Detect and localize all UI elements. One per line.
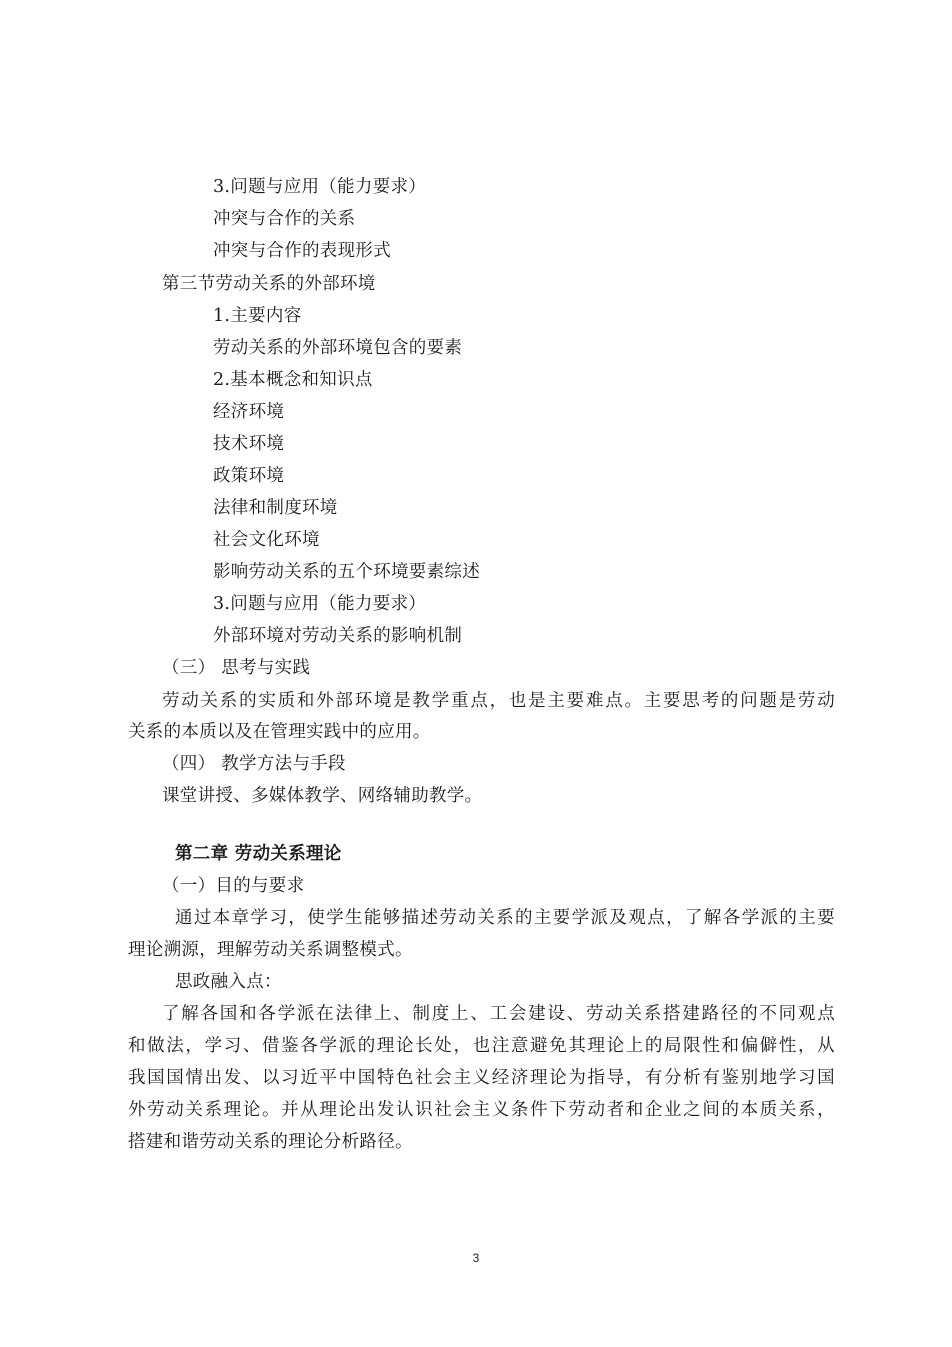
list-item: 政策环境 [213,466,285,486]
page-number: 3 [472,1251,480,1265]
chapter-heading: 第二章 劳动关系理论 [175,844,342,864]
section-heading: 第三节劳动关系的外部环境 [162,274,376,294]
paragraph-line: 关系的本质以及在管理实践中的应用。 [128,722,431,742]
subsection-heading-problems: 3.问题与应用（能力要求） [213,594,427,614]
paragraph-line: 了解各国和各学派在法律上、制度上、工会建设、劳动关系搭建路径的不同观点 [162,1004,835,1024]
subsection-heading-main-content: 1.主要内容 [213,306,302,326]
subsection-heading-practice: （三） 思考与实践 [162,658,311,678]
subsection-heading-problems: 3.问题与应用（能力要求） [213,177,427,197]
subsection-heading-concepts: 2.基本概念和知识点 [213,370,373,390]
paragraph-line: 课堂讲授、多媒体教学、网络辅助教学。 [162,786,483,806]
list-item: 冲突与合作的关系 [213,209,356,229]
paragraph-line: 劳动关系的实质和外部环境是教学重点，也是主要难点。主要思考的问题是劳动 [162,691,835,711]
paragraph-line: 外劳动关系理论。并从理论出发认识社会主义条件下劳动者和企业之间的本质关系， [128,1100,835,1120]
list-item: 劳动关系的外部环境包含的要素 [213,338,463,358]
subsection-heading-methods: （四） 教学方法与手段 [162,754,346,774]
list-item: 影响劳动关系的五个环境要素综述 [213,562,480,582]
paragraph-line: 搭建和谐劳动关系的理论分析路径。 [128,1132,413,1152]
list-item: 社会文化环境 [213,530,320,550]
list-item: 外部环境对劳动关系的影响机制 [213,626,463,646]
list-item: 经济环境 [213,402,285,422]
paragraph-line: 和做法，学习、借鉴各学派的理论长处，也注意避免其理论上的局限性和偏僻性，从 [128,1036,835,1056]
paragraph-line: 我国国情出发、以习近平中国特色社会主义经济理论为指导，有分析有鉴别地学习国 [128,1068,835,1088]
paragraph-line: 通过本章学习，使学生能够描述劳动关系的主要学派及观点，了解各学派的主要 [175,908,835,928]
paragraph-label: 思政融入点： [175,972,282,992]
list-item: 技术环境 [213,434,285,454]
list-item: 冲突与合作的表现形式 [213,241,391,261]
paragraph-line: 理论溯源，理解劳动关系调整模式。 [128,940,413,960]
list-item: 法律和制度环境 [213,498,338,518]
subsection-heading-goals: （一）目的与要求 [162,876,305,896]
